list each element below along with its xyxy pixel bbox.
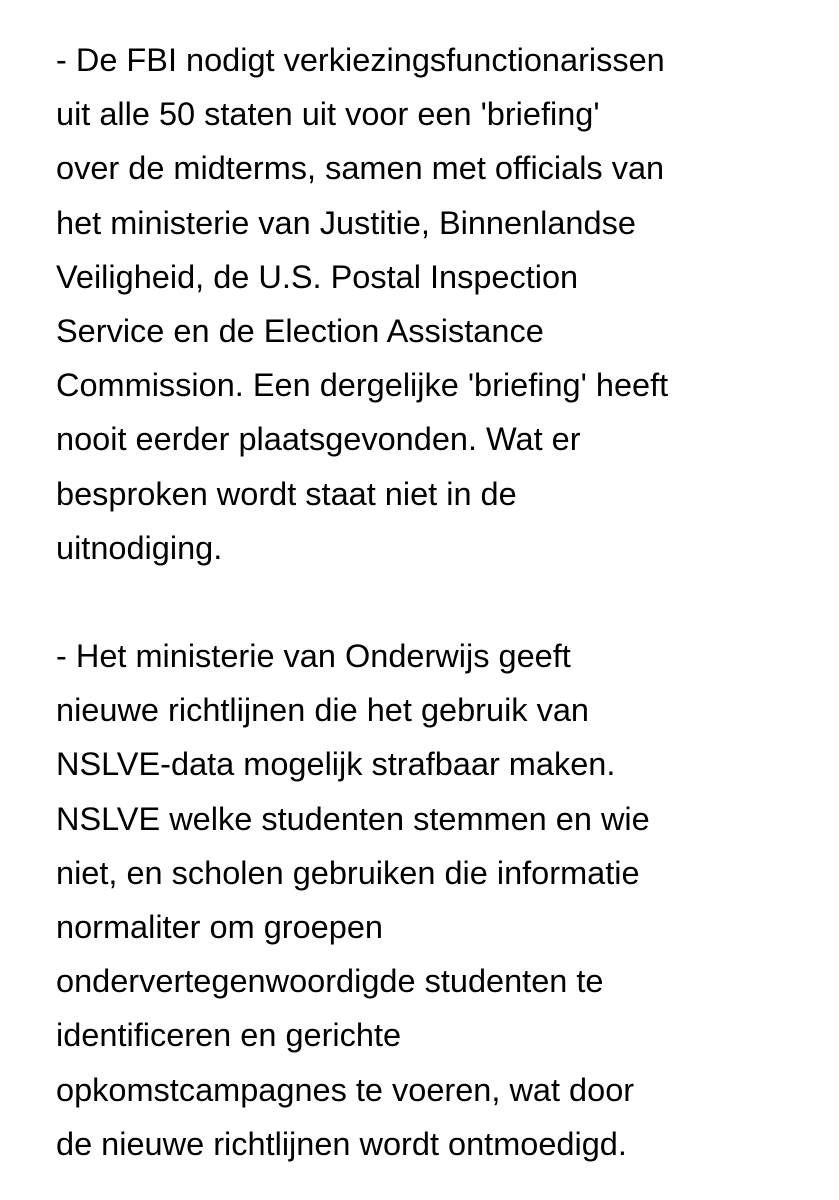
text-line: identificeren en gerichte — [56, 1017, 402, 1054]
text-line: normaliter om groepen — [56, 909, 383, 946]
text-line: Commission. Een dergelijke 'briefing' heeft — [56, 367, 669, 404]
text-line: opkomstcampagnes te voeren, wat door — [56, 1071, 635, 1108]
text-line: nieuwe richtlijnen die het gebruik van — [56, 692, 589, 729]
text-line: Veiligheid, de U.S. Postal Inspection — [56, 258, 579, 295]
text-line: Service en de Election Assistance — [56, 313, 544, 350]
text-line: - Het ministerie van Onderwijs geeft — [56, 638, 571, 674]
text-line: niet, en scholen gebruiken die informatie — [56, 854, 640, 891]
text-line: nooit eerder plaatsgevonden. Wat er — [56, 421, 581, 458]
text-line: over de midterms, samen met officials van — [56, 150, 665, 187]
paragraph-education-guidelines — [56, 629, 650, 1171]
text-line: ondervertegenwoordigde studenten te — [56, 963, 604, 1000]
text-line: uit alle 50 staten uit voor een 'briefing' — [56, 96, 600, 133]
text-line: NSLVE welke studenten stemmen en wie — [56, 800, 650, 837]
paragraph-fbi-briefing — [56, 33, 668, 575]
text-line: besproken wordt staat niet in de — [56, 475, 517, 512]
text-line: het ministerie van Justitie, Binnenlandse — [56, 204, 636, 241]
text-line: uitnodiging. — [56, 529, 223, 566]
text-line: - De FBI nodigt verkiezingsfunctionarissen — [56, 42, 665, 78]
text-line: de nieuwe richtlijnen wordt ontmoedigd. — [56, 1125, 627, 1162]
text-line: NSLVE-data mogelijk strafbaar maken. — [56, 746, 616, 783]
